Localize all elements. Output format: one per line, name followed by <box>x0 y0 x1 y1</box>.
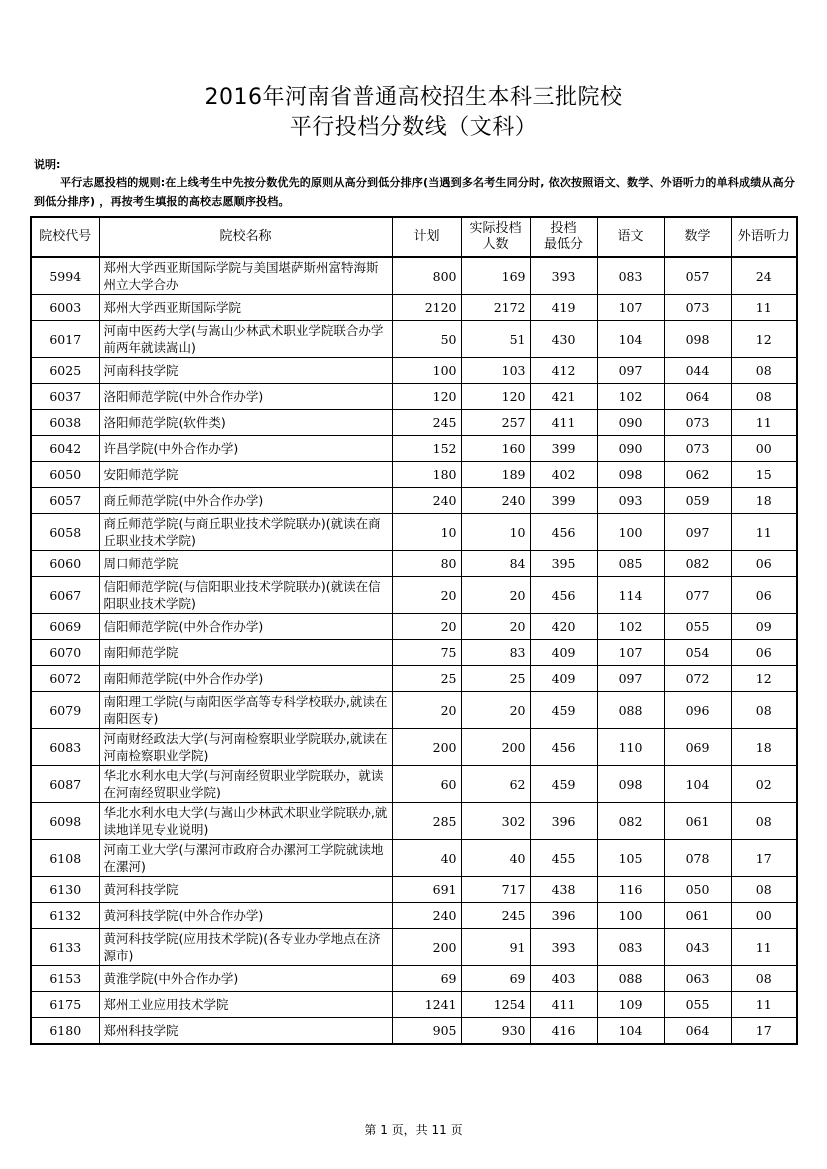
cell-actual: 930 <box>461 1018 530 1045</box>
cell-chinese: 114 <box>597 577 664 614</box>
cell-name: 许昌学院(中外合作办学) <box>99 436 392 462</box>
cell-name: 南阳理工学院(与南阳医学高等专科学校联办,就读在南阳医专) <box>99 692 392 729</box>
cell-code: 6003 <box>31 295 99 321</box>
cell-actual: 120 <box>461 384 530 410</box>
header-min-line1: 投档 <box>550 221 577 236</box>
cell-actual: 51 <box>461 321 530 358</box>
table-row <box>31 929 797 966</box>
table-row <box>31 436 797 462</box>
cell-plan: 60 <box>392 766 461 803</box>
cell-min: 399 <box>530 488 597 514</box>
table-row <box>31 903 797 929</box>
cell-listening: 11 <box>731 992 797 1018</box>
cell-plan: 245 <box>392 410 461 436</box>
cell-chinese: 085 <box>597 551 664 577</box>
cell-actual: 84 <box>461 551 530 577</box>
cell-code: 6087 <box>31 766 99 803</box>
cell-math: 096 <box>664 692 731 729</box>
cell-actual: 257 <box>461 410 530 436</box>
cell-math: 062 <box>664 462 731 488</box>
table-row <box>31 766 797 803</box>
cell-actual: 69 <box>461 966 530 992</box>
cell-actual: 717 <box>461 877 530 903</box>
cell-math: 055 <box>664 992 731 1018</box>
cell-plan: 152 <box>392 436 461 462</box>
header-listening: 外语听力 <box>731 217 797 257</box>
cell-name: 郑州大学西亚斯国际学院 <box>99 295 392 321</box>
cell-actual: 20 <box>461 577 530 614</box>
cell-code: 6038 <box>31 410 99 436</box>
cell-plan: 50 <box>392 321 461 358</box>
table-row <box>31 840 797 877</box>
cell-min: 438 <box>530 877 597 903</box>
cell-chinese: 116 <box>597 877 664 903</box>
cell-name: 南阳师范学院(中外合作办学) <box>99 666 392 692</box>
score-table <box>30 216 798 1045</box>
cell-name: 郑州科技学院 <box>99 1018 392 1045</box>
cell-actual: 40 <box>461 840 530 877</box>
cell-name: 信阳师范学院(中外合作办学) <box>99 614 392 640</box>
table-row <box>31 462 797 488</box>
note-text: 平行志愿投档的规则:在上线考生中先按分数优先的原则从高分到低分排序(当遇到多名考生同分时, 依次按照语文、数学、外语听力的单科成绩从高分到低分排序) ，再按考生填报的高校志愿顺序投档。 <box>34 176 796 208</box>
cell-math: 072 <box>664 666 731 692</box>
cell-code: 6079 <box>31 692 99 729</box>
cell-min: 420 <box>530 614 597 640</box>
cell-math: 073 <box>664 295 731 321</box>
cell-listening: 00 <box>731 903 797 929</box>
cell-chinese: 110 <box>597 729 664 766</box>
header-min-line2: 最低分 <box>543 237 583 252</box>
cell-listening: 02 <box>731 766 797 803</box>
cell-chinese: 098 <box>597 766 664 803</box>
cell-name: 黄河科技学院(应用技术学院)(各专业办学地点在济源市) <box>99 929 392 966</box>
cell-chinese: 090 <box>597 436 664 462</box>
table-row <box>31 257 797 295</box>
cell-plan: 20 <box>392 692 461 729</box>
cell-min: 393 <box>530 929 597 966</box>
cell-math: 061 <box>664 803 731 840</box>
cell-min: 459 <box>530 766 597 803</box>
table-row <box>31 692 797 729</box>
table-row <box>31 551 797 577</box>
page-title-line1: 2016年河南省普通高校招生本科三批院校 <box>204 85 623 110</box>
cell-chinese: 109 <box>597 992 664 1018</box>
cell-actual: 10 <box>461 514 530 551</box>
cell-actual: 20 <box>461 692 530 729</box>
cell-name: 周口师范学院 <box>99 551 392 577</box>
cell-code: 6175 <box>31 992 99 1018</box>
cell-listening: 18 <box>731 488 797 514</box>
cell-code: 6130 <box>31 877 99 903</box>
table-row <box>31 514 797 551</box>
cell-listening: 11 <box>731 410 797 436</box>
cell-actual: 2172 <box>461 295 530 321</box>
cell-chinese: 104 <box>597 321 664 358</box>
cell-chinese: 098 <box>597 462 664 488</box>
table-row <box>31 992 797 1018</box>
cell-min: 395 <box>530 551 597 577</box>
cell-name: 黄河科技学院(中外合作办学) <box>99 903 392 929</box>
table-row <box>31 295 797 321</box>
cell-actual: 240 <box>461 488 530 514</box>
cell-code: 5994 <box>31 257 99 295</box>
cell-math: 078 <box>664 840 731 877</box>
cell-plan: 40 <box>392 840 461 877</box>
cell-listening: 11 <box>731 295 797 321</box>
cell-actual: 169 <box>461 257 530 295</box>
cell-chinese: 088 <box>597 966 664 992</box>
cell-chinese: 082 <box>597 803 664 840</box>
cell-chinese: 102 <box>597 384 664 410</box>
cell-min: 393 <box>530 257 597 295</box>
cell-chinese: 100 <box>597 903 664 929</box>
cell-code: 6108 <box>31 840 99 877</box>
cell-plan: 100 <box>392 358 461 384</box>
cell-chinese: 107 <box>597 640 664 666</box>
cell-math: 077 <box>664 577 731 614</box>
cell-listening: 09 <box>731 614 797 640</box>
cell-math: 098 <box>664 321 731 358</box>
cell-math: 061 <box>664 903 731 929</box>
table-row <box>31 1018 797 1045</box>
cell-actual: 1254 <box>461 992 530 1018</box>
cell-listening: 17 <box>731 840 797 877</box>
cell-chinese: 102 <box>597 614 664 640</box>
cell-min: 430 <box>530 321 597 358</box>
cell-plan: 180 <box>392 462 461 488</box>
cell-plan: 80 <box>392 551 461 577</box>
cell-plan: 1241 <box>392 992 461 1018</box>
cell-name: 河南中医药大学(与嵩山少林武术职业学院联合办学前两年就读嵩山) <box>99 321 392 358</box>
cell-math: 054 <box>664 640 731 666</box>
cell-name: 河南科技学院 <box>99 358 392 384</box>
cell-listening: 00 <box>731 436 797 462</box>
cell-name: 黄淮学院(中外合作办学) <box>99 966 392 992</box>
cell-listening: 06 <box>731 577 797 614</box>
cell-actual: 160 <box>461 436 530 462</box>
cell-min: 402 <box>530 462 597 488</box>
cell-name: 洛阳师范学院(软件类) <box>99 410 392 436</box>
header-plan: 计划 <box>392 217 461 257</box>
cell-listening: 17 <box>731 1018 797 1045</box>
cell-actual: 25 <box>461 666 530 692</box>
cell-code: 6132 <box>31 903 99 929</box>
cell-name: 洛阳师范学院(中外合作办学) <box>99 384 392 410</box>
cell-math: 059 <box>664 488 731 514</box>
cell-min: 455 <box>530 840 597 877</box>
cell-chinese: 088 <box>597 692 664 729</box>
cell-code: 6057 <box>31 488 99 514</box>
cell-min: 419 <box>530 295 597 321</box>
cell-code: 6070 <box>31 640 99 666</box>
cell-chinese: 104 <box>597 1018 664 1045</box>
cell-name: 河南工业大学(与漯河市政府合办漯河工学院就读地在漯河) <box>99 840 392 877</box>
cell-chinese: 107 <box>597 295 664 321</box>
cell-code: 6153 <box>31 966 99 992</box>
cell-listening: 24 <box>731 257 797 295</box>
cell-listening: 15 <box>731 462 797 488</box>
page-title-line2: 平行投档分数线（文科） <box>289 115 538 140</box>
cell-actual: 83 <box>461 640 530 666</box>
header-min <box>530 217 597 257</box>
cell-math: 073 <box>664 436 731 462</box>
cell-actual: 62 <box>461 766 530 803</box>
cell-chinese: 100 <box>597 514 664 551</box>
table-row <box>31 877 797 903</box>
cell-listening: 06 <box>731 551 797 577</box>
cell-code: 6058 <box>31 514 99 551</box>
cell-listening: 08 <box>731 692 797 729</box>
cell-listening: 08 <box>731 384 797 410</box>
cell-plan: 200 <box>392 729 461 766</box>
cell-code: 6069 <box>31 614 99 640</box>
cell-actual: 302 <box>461 803 530 840</box>
cell-math: 064 <box>664 384 731 410</box>
header-name: 院校名称 <box>99 217 392 257</box>
table-row <box>31 614 797 640</box>
cell-min: 409 <box>530 640 597 666</box>
cell-math: 057 <box>664 257 731 295</box>
cell-listening: 12 <box>731 666 797 692</box>
cell-math: 069 <box>664 729 731 766</box>
cell-min: 409 <box>530 666 597 692</box>
table-row <box>31 488 797 514</box>
cell-min: 421 <box>530 384 597 410</box>
cell-code: 6017 <box>31 321 99 358</box>
cell-plan: 120 <box>392 384 461 410</box>
cell-listening: 08 <box>731 358 797 384</box>
table-row <box>31 666 797 692</box>
cell-plan: 800 <box>392 257 461 295</box>
cell-listening: 18 <box>731 729 797 766</box>
cell-actual: 189 <box>461 462 530 488</box>
cell-chinese: 093 <box>597 488 664 514</box>
cell-chinese: 083 <box>597 257 664 295</box>
cell-listening: 06 <box>731 640 797 666</box>
cell-name: 华北水利水电大学(与河南经贸职业学院联办，就读在河南经贸职业学院) <box>99 766 392 803</box>
cell-name: 安阳师范学院 <box>99 462 392 488</box>
cell-plan: 20 <box>392 577 461 614</box>
cell-listening: 12 <box>731 321 797 358</box>
cell-listening: 11 <box>731 929 797 966</box>
cell-plan: 285 <box>392 803 461 840</box>
cell-plan: 691 <box>392 877 461 903</box>
cell-name: 商丘师范学院(与商丘职业技术学院联办)(就读在商丘职业技术学院) <box>99 514 392 551</box>
cell-math: 073 <box>664 410 731 436</box>
cell-min: 416 <box>530 1018 597 1045</box>
cell-chinese: 083 <box>597 929 664 966</box>
cell-plan: 905 <box>392 1018 461 1045</box>
header-math: 数学 <box>664 217 731 257</box>
cell-plan: 2120 <box>392 295 461 321</box>
cell-plan: 75 <box>392 640 461 666</box>
cell-min: 411 <box>530 992 597 1018</box>
cell-math: 055 <box>664 614 731 640</box>
cell-listening: 08 <box>731 877 797 903</box>
table-row <box>31 384 797 410</box>
cell-min: 396 <box>530 803 597 840</box>
cell-name: 郑州大学西亚斯国际学院与美国堪萨斯州富特海斯州立大学合办 <box>99 257 392 295</box>
cell-plan: 200 <box>392 929 461 966</box>
cell-code: 6098 <box>31 803 99 840</box>
cell-name: 河南财经政法大学(与河南检察职业学院联办,就读在河南检察职业学院) <box>99 729 392 766</box>
cell-math: 064 <box>664 1018 731 1045</box>
cell-chinese: 105 <box>597 840 664 877</box>
cell-plan: 20 <box>392 614 461 640</box>
table-row <box>31 803 797 840</box>
cell-name: 郑州工业应用技术学院 <box>99 992 392 1018</box>
table-row <box>31 410 797 436</box>
cell-plan: 25 <box>392 666 461 692</box>
cell-actual: 91 <box>461 929 530 966</box>
header-actual-line1: 实际投档 <box>469 221 522 236</box>
cell-name: 黄河科技学院 <box>99 877 392 903</box>
table-header-row <box>31 217 797 257</box>
table-row <box>31 577 797 614</box>
cell-min: 456 <box>530 514 597 551</box>
cell-code: 6072 <box>31 666 99 692</box>
cell-listening: 11 <box>731 514 797 551</box>
cell-code: 6180 <box>31 1018 99 1045</box>
cell-code: 6067 <box>31 577 99 614</box>
cell-plan: 10 <box>392 514 461 551</box>
cell-min: 459 <box>530 692 597 729</box>
cell-code: 6025 <box>31 358 99 384</box>
cell-chinese: 097 <box>597 358 664 384</box>
cell-min: 412 <box>530 358 597 384</box>
cell-actual: 200 <box>461 729 530 766</box>
cell-name: 信阳师范学院(与信阳职业技术学院联办)(就读在信阳职业技术学院) <box>99 577 392 614</box>
cell-min: 456 <box>530 729 597 766</box>
header-actual-line2: 人数 <box>482 237 509 252</box>
cell-actual: 20 <box>461 614 530 640</box>
table-row <box>31 729 797 766</box>
header-code: 院校代号 <box>31 217 99 257</box>
cell-math: 044 <box>664 358 731 384</box>
cell-math: 104 <box>664 766 731 803</box>
cell-actual: 245 <box>461 903 530 929</box>
cell-code: 6133 <box>31 929 99 966</box>
header-chinese: 语文 <box>597 217 664 257</box>
cell-math: 043 <box>664 929 731 966</box>
table-row <box>31 358 797 384</box>
cell-math: 082 <box>664 551 731 577</box>
cell-code: 6060 <box>31 551 99 577</box>
cell-math: 097 <box>664 514 731 551</box>
page-footer: 第 1 页，共 11 页 <box>364 1123 463 1137</box>
table-row <box>31 640 797 666</box>
cell-chinese: 090 <box>597 410 664 436</box>
cell-name: 商丘师范学院(中外合作办学) <box>99 488 392 514</box>
cell-min: 399 <box>530 436 597 462</box>
cell-math: 063 <box>664 966 731 992</box>
cell-plan: 69 <box>392 966 461 992</box>
cell-name: 南阳师范学院 <box>99 640 392 666</box>
table-row <box>31 966 797 992</box>
cell-code: 6050 <box>31 462 99 488</box>
cell-listening: 08 <box>731 966 797 992</box>
note-label: 说明: <box>34 158 61 171</box>
table-row <box>31 321 797 358</box>
cell-math: 050 <box>664 877 731 903</box>
cell-plan: 240 <box>392 903 461 929</box>
cell-min: 396 <box>530 903 597 929</box>
cell-plan: 240 <box>392 488 461 514</box>
cell-chinese: 097 <box>597 666 664 692</box>
cell-min: 456 <box>530 577 597 614</box>
cell-min: 411 <box>530 410 597 436</box>
cell-name: 华北水利水电大学(与嵩山少林武术职业学院联办,就读地详见专业说明) <box>99 803 392 840</box>
header-actual <box>461 217 530 257</box>
cell-code: 6042 <box>31 436 99 462</box>
cell-min: 403 <box>530 966 597 992</box>
cell-actual: 103 <box>461 358 530 384</box>
cell-code: 6037 <box>31 384 99 410</box>
cell-code: 6083 <box>31 729 99 766</box>
cell-listening: 08 <box>731 803 797 840</box>
